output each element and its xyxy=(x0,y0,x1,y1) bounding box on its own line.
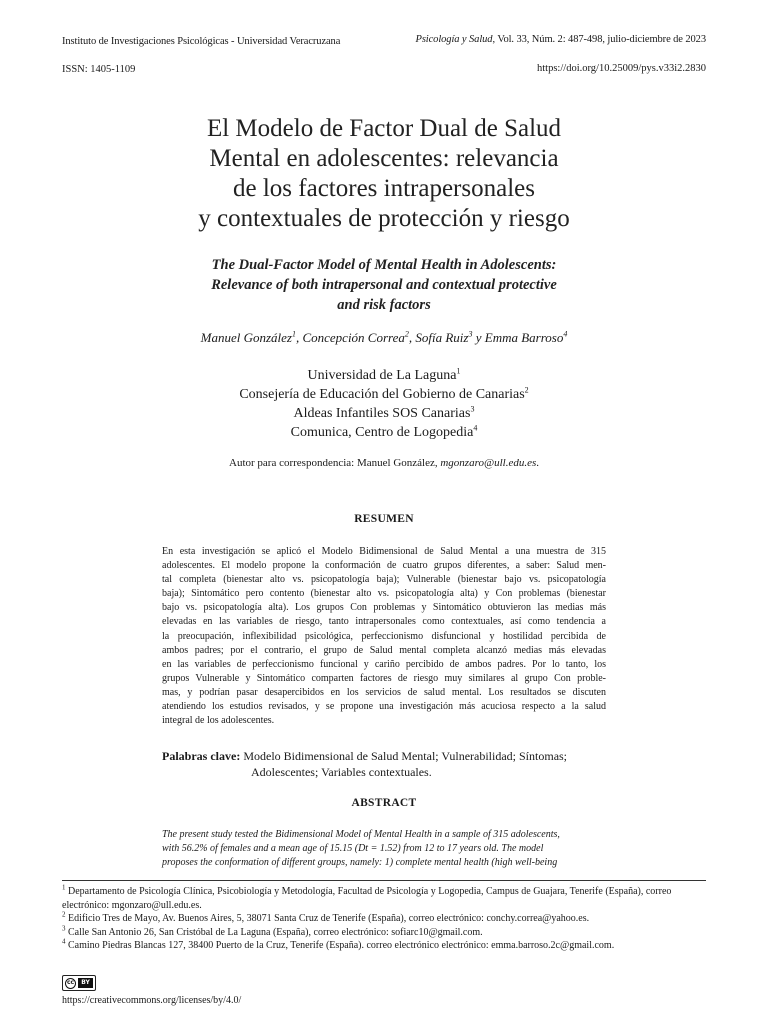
title-es-line: de los factores intrapersonales xyxy=(233,175,535,202)
resumen-body xyxy=(162,545,606,728)
author-sup: 2 xyxy=(404,329,409,339)
journal-name: Psicología y Salud xyxy=(415,34,493,45)
resumen-line: tal completa (bienestar alto vs. psicopatología baja); Vulnerable (bienestar bajo vs. psicopatología xyxy=(162,574,606,586)
author-sup: 3 xyxy=(468,329,473,339)
resumen-line: grupos Vulnerable y Sintomático comparten factores de riesgo muy similares al grupo Con proble- xyxy=(162,672,606,684)
footnote: $^2$ Edificio Tres de Mayo, Av. Buenos Aires, 5, 38071 Santa Cruz de Tenerife (España), correo electrónico: conchy.correa@yahoo.es. xyxy=(62,910,590,925)
footnote: $^1$ Departamento de Psicología Clínica, Psicobiología y Metodología, Facultad de Psicología y Logopedia, Campus de Guajara, Tenerife (España), correo electrónico: mgonzaro@ull.edu.es. xyxy=(62,883,672,911)
footnote: $^4$ Camino Piedras Blancas 127, 38400 Puerto de la Cruz, Tenerife (España). correo electrónico electrónico: emma.barroso.2c@gmail.com. xyxy=(62,938,615,952)
abstract-body xyxy=(162,828,606,870)
abstract-line: The present study tested the Bidimensional Model of Mental Health in a sample of 315 adolescents, xyxy=(162,829,560,840)
journal-institute: Instituto de Investigaciones Psicológicas - Universidad Veracruzana xyxy=(62,36,341,47)
affiliation: Universidad de La Laguna$^1$ xyxy=(307,366,461,383)
resumen-line: ambos padres; por el contrario, el grupo de Salud mental completa alcanzó medias más elevadas xyxy=(162,644,606,656)
issn: ISSN: 1405-1109 xyxy=(62,64,136,75)
resumen-heading: RESUMEN xyxy=(354,513,414,525)
affiliations xyxy=(0,366,768,442)
resumen-line: la preocupación, inflexibilidad psicológica, perfeccionismo disfuncional y hostilidad percibida de xyxy=(162,630,606,642)
author-sep: , xyxy=(295,330,303,345)
affiliation: Comunica, Centro de Logopedia$^4$ xyxy=(290,423,478,440)
resumen-line: atendiendo los estudios revisados, y se propone una investigación más acuciosa respecto a la salud xyxy=(162,701,606,713)
title-es-line: y contextuales de protección y riesgo xyxy=(198,205,570,232)
title-en-line: and risk factors xyxy=(337,297,431,313)
title-es-line: Mental en adolescentes: relevancia xyxy=(209,145,559,172)
keywords xyxy=(162,749,606,780)
author-name: Sofía Ruiz xyxy=(415,330,469,345)
cc-by-label: BY xyxy=(78,978,93,988)
author-list xyxy=(0,330,768,346)
author-name: Manuel González xyxy=(200,330,292,345)
cc-circle-icon: cc xyxy=(65,978,76,989)
author-name: Concepción Correa xyxy=(302,330,405,345)
abstract-line: with 56.2% of females and a mean age of 15.15 (Dt = 1.52) from 12 to 17 years old. The model xyxy=(162,843,544,855)
keywords-label: Palabras clave: xyxy=(162,749,241,763)
resumen-line: bajo vs. psicopatología alta). Los grupos Con problemas y Sintomático obtuvieron las medias más xyxy=(162,602,606,614)
keywords-line: Modelo Bidimensional de Salud Mental; Vulnerabilidad; Síntomas; xyxy=(243,749,568,763)
title-spanish xyxy=(0,114,768,234)
author-sep: , xyxy=(408,330,416,345)
footnote: $^3$ Calle San Antonio 26, San Cristóbal de La Laguna (España), correo electrónico: sofiarc10@gmail.com. xyxy=(62,924,483,938)
affiliation: Aldeas Infantiles SOS Canarias$^3$ xyxy=(293,404,475,421)
cc-by-license-icon[interactable] xyxy=(62,975,96,991)
resumen-line: elevadas en las variables de riesgo, tanto intrapersonales como contextuales, así como tendencia a xyxy=(162,616,606,628)
resumen-line: En esta investigación se aplicó el Modelo Bidimensional de Salud Mental a una muestra de 315 xyxy=(162,546,606,557)
license-url[interactable]: https://creativecommons.org/licenses/by/4.0/ xyxy=(62,995,242,1006)
author-sep: y xyxy=(472,330,485,345)
resumen-line: mas, y podrían pasar desapercibidos en los servicios de salud mental. Los resultados se discuten xyxy=(162,686,606,698)
title-en-line: The Dual-Factor Model of Mental Health in Adolescents: xyxy=(211,257,557,273)
footnote-rule xyxy=(62,880,706,881)
keywords-line: Adolescentes; Variables contextuales. xyxy=(251,764,432,779)
author-name: Emma Barroso xyxy=(484,330,564,345)
author-sup: 4 xyxy=(563,329,568,339)
resumen-line: baja); Sintomático pero contento (bienestar alto vs. psicopatología alta) y Con problemas (bienestar xyxy=(162,588,606,600)
author-sup: 1 xyxy=(291,329,296,339)
title-es-line: El Modelo de Factor Dual de Salud xyxy=(206,115,562,142)
journal-citation xyxy=(416,34,707,45)
resumen-line: integral de los adolescentes. xyxy=(162,715,275,727)
correspondence: Autor para correspondencia: Manuel González, mgonzaro@ull.edu.es. xyxy=(229,457,539,469)
title-en-line: Relevance of both intrapersonal and contextual protective xyxy=(211,277,557,293)
title-english xyxy=(0,255,768,315)
footnotes xyxy=(62,885,710,953)
abstract-line: proposes the conformation of different groups, namely: 1) complete mental health (high well-being xyxy=(162,857,558,869)
doi-link[interactable]: https://doi.org/10.25009/pys.v33i2.2830 xyxy=(537,63,706,74)
affiliation: Consejería de Educación del Gobierno de Canarias$^2$ xyxy=(239,385,529,402)
correspondence-email[interactable]: mgonzaro@ull.edu.es xyxy=(440,457,537,469)
abstract-heading: ABSTRACT xyxy=(351,797,417,809)
resumen-line: en las variables de perfeccionismo funcional y cariño percibido de ambos padres. Por lo tanto, los xyxy=(162,658,606,670)
journal-issue: , Vol. 33, Núm. 2: 487-498, julio-diciembre de 2023 xyxy=(492,34,706,45)
resumen-line: adolescentes. El modelo propone la conformación de cuatro grupos diferentes, a saber: Salud men- xyxy=(162,560,606,572)
